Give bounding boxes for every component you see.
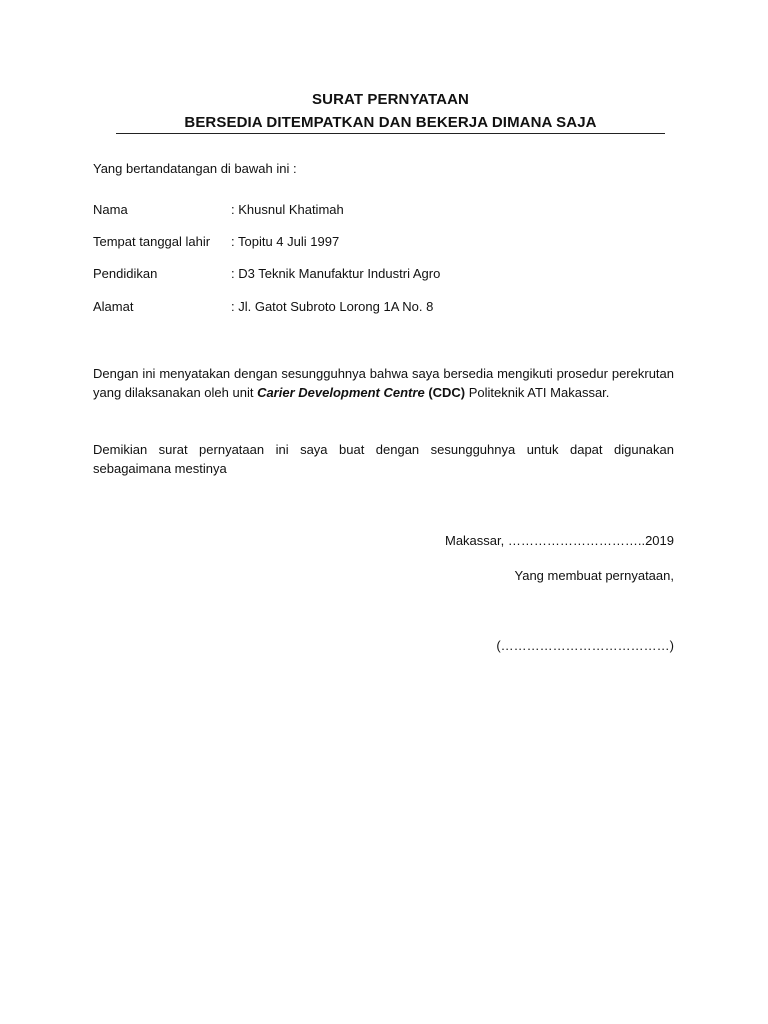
statement-paragraph xyxy=(93,365,674,402)
signature-line: (…………………………………) xyxy=(496,638,674,653)
signer-label: Yang membuat pernyataan, xyxy=(514,568,674,583)
field-alamat xyxy=(93,298,433,316)
field-label: Pendidikan xyxy=(93,266,158,281)
statement-text: Dengan ini menyatakan dengan sesungguhnya bahwa saya bersedia mengikuti prosedur perekrutan yang dilaksanakan oleh unit xyxy=(93,366,674,400)
title-line-2: BERSEDIA DITEMPATKAN DAN BEKERJA DIMANA SAJA xyxy=(184,114,597,131)
field-label: Alamat xyxy=(93,299,134,314)
field-tempat-tanggal-lahir xyxy=(93,233,339,251)
title-underline xyxy=(116,133,665,134)
statement-text-end: Politeknik ATI Makassar. xyxy=(465,384,610,400)
unit-abbreviation: (CDC) xyxy=(428,384,466,400)
field-label: Nama xyxy=(93,202,128,217)
field-value: : Jl. Gatot Subroto Lorong 1A No. 8 xyxy=(231,299,434,314)
field-value: : Topitu 4 Juli 1997 xyxy=(231,234,340,249)
title-line-1: SURAT PERNYATAAN xyxy=(312,91,469,108)
field-label: Tempat tanggal lahir xyxy=(93,234,211,249)
document-title xyxy=(116,88,665,134)
field-pendidikan xyxy=(93,265,440,283)
field-value: : Khusnul Khatimah xyxy=(231,202,344,217)
closing-paragraph: Demikian surat pernyataan ini saya buat dengan sesungguhnya untuk dapat digunakan sebagaimana mestinya xyxy=(93,442,674,476)
field-nama xyxy=(93,201,344,219)
unit-name: Carier Development Centre xyxy=(257,384,425,400)
place-date: Makassar, …………………………..2019 xyxy=(445,533,674,548)
intro-text: Yang bertandatangan di bawah ini : xyxy=(93,161,297,176)
field-value: : D3 Teknik Manufaktur Industri Agro xyxy=(231,266,441,281)
